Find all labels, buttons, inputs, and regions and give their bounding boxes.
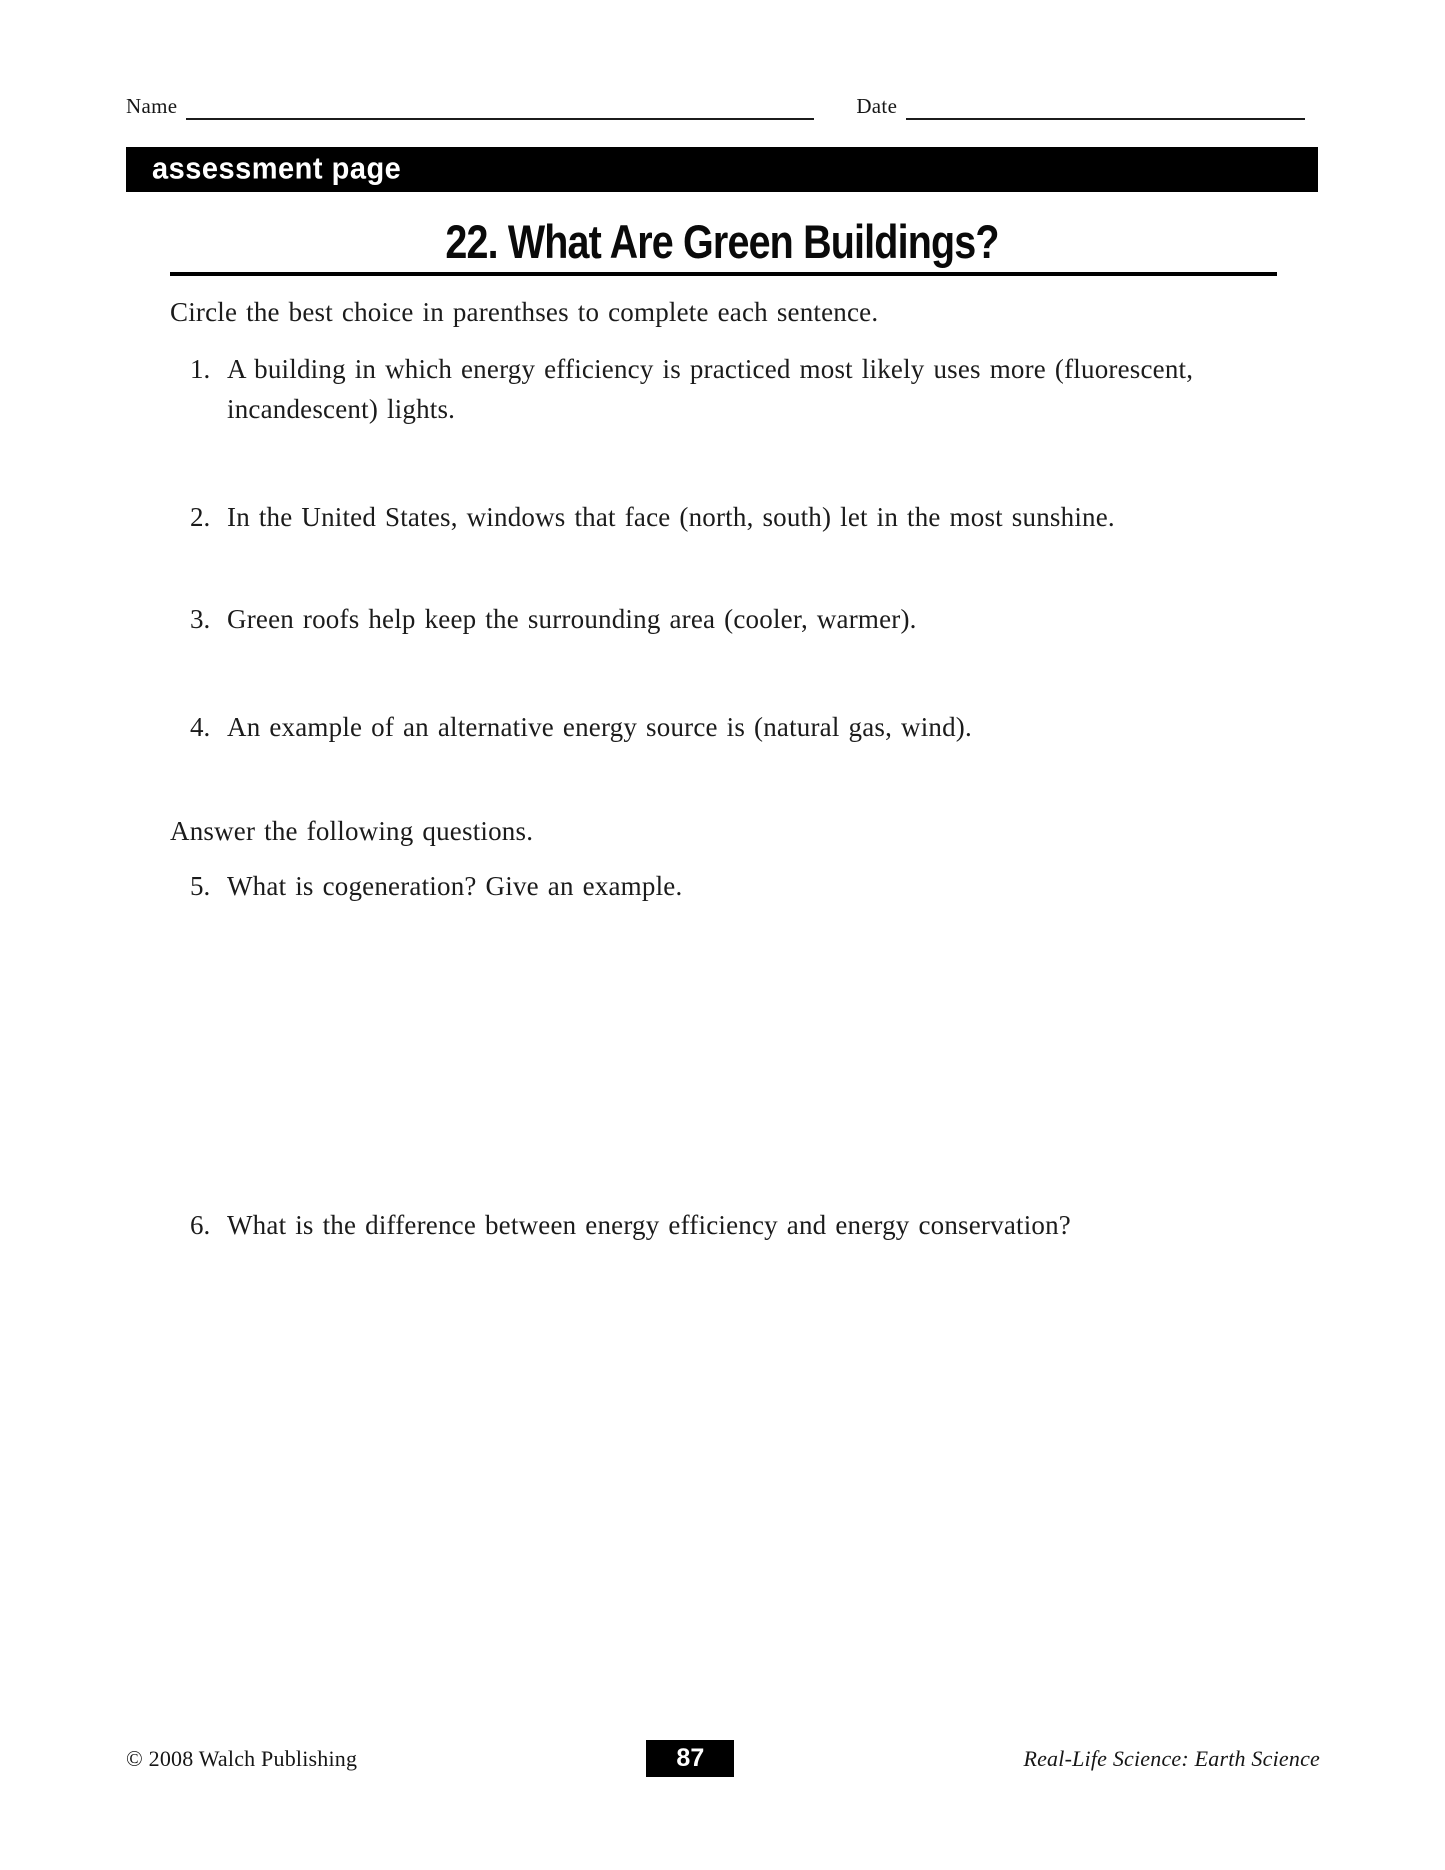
question-4-number: 4.: [190, 712, 211, 742]
name-date-row: [126, 94, 1305, 120]
name-label: Name: [126, 94, 178, 118]
title-underline-rule: [170, 272, 1277, 276]
assessment-page-banner-label: assessment page: [152, 152, 402, 186]
question-1-number: 1.: [190, 354, 211, 384]
worksheet-title: 22. What Are Green Buildings?: [445, 215, 999, 268]
question-3: [190, 599, 917, 639]
copyright-text: © 2008 Walch Publishing: [126, 1745, 358, 1771]
date-blank-line: [906, 94, 1305, 120]
question-4: [190, 707, 972, 747]
question-3-number: 3.: [190, 604, 211, 634]
question-1: [190, 349, 1267, 429]
question-5: [190, 866, 682, 906]
page-footer: [126, 1740, 1320, 1777]
name-blank-line: [186, 94, 814, 120]
question-6: [190, 1205, 1071, 1245]
instructions-answer-questions: Answer the following questions.: [170, 816, 534, 846]
page-number-badge: 87: [646, 1740, 734, 1777]
date-label: Date: [856, 94, 898, 118]
question-3-text: Green roofs help keep the surrounding area (cooler, warmer).: [227, 604, 917, 634]
instructions-circle-choice: Circle the best choice in parenthses to complete each sentence.: [170, 297, 879, 327]
question-2-number: 2.: [190, 502, 211, 532]
question-4-text: An example of an alternative energy source is (natural gas, wind).: [227, 712, 972, 742]
question-6-number: 6.: [190, 1210, 211, 1240]
question-5-number: 5.: [190, 871, 211, 901]
assessment-page-banner: [126, 147, 1318, 192]
question-2-text: In the United States, windows that face (north, south) let in the most sunshine.: [227, 502, 1115, 532]
question-1-text: A building in which energy efficiency is practiced most likely uses more (fluorescent, incandescent) lights.: [227, 354, 1194, 424]
question-6-text: What is the difference between energy efficiency and energy conservation?: [227, 1210, 1071, 1240]
series-title-text: Real-Life Science: Earth Science: [1023, 1745, 1320, 1771]
question-2: [190, 497, 1115, 537]
question-5-text: What is cogeneration? Give an example.: [227, 871, 683, 901]
